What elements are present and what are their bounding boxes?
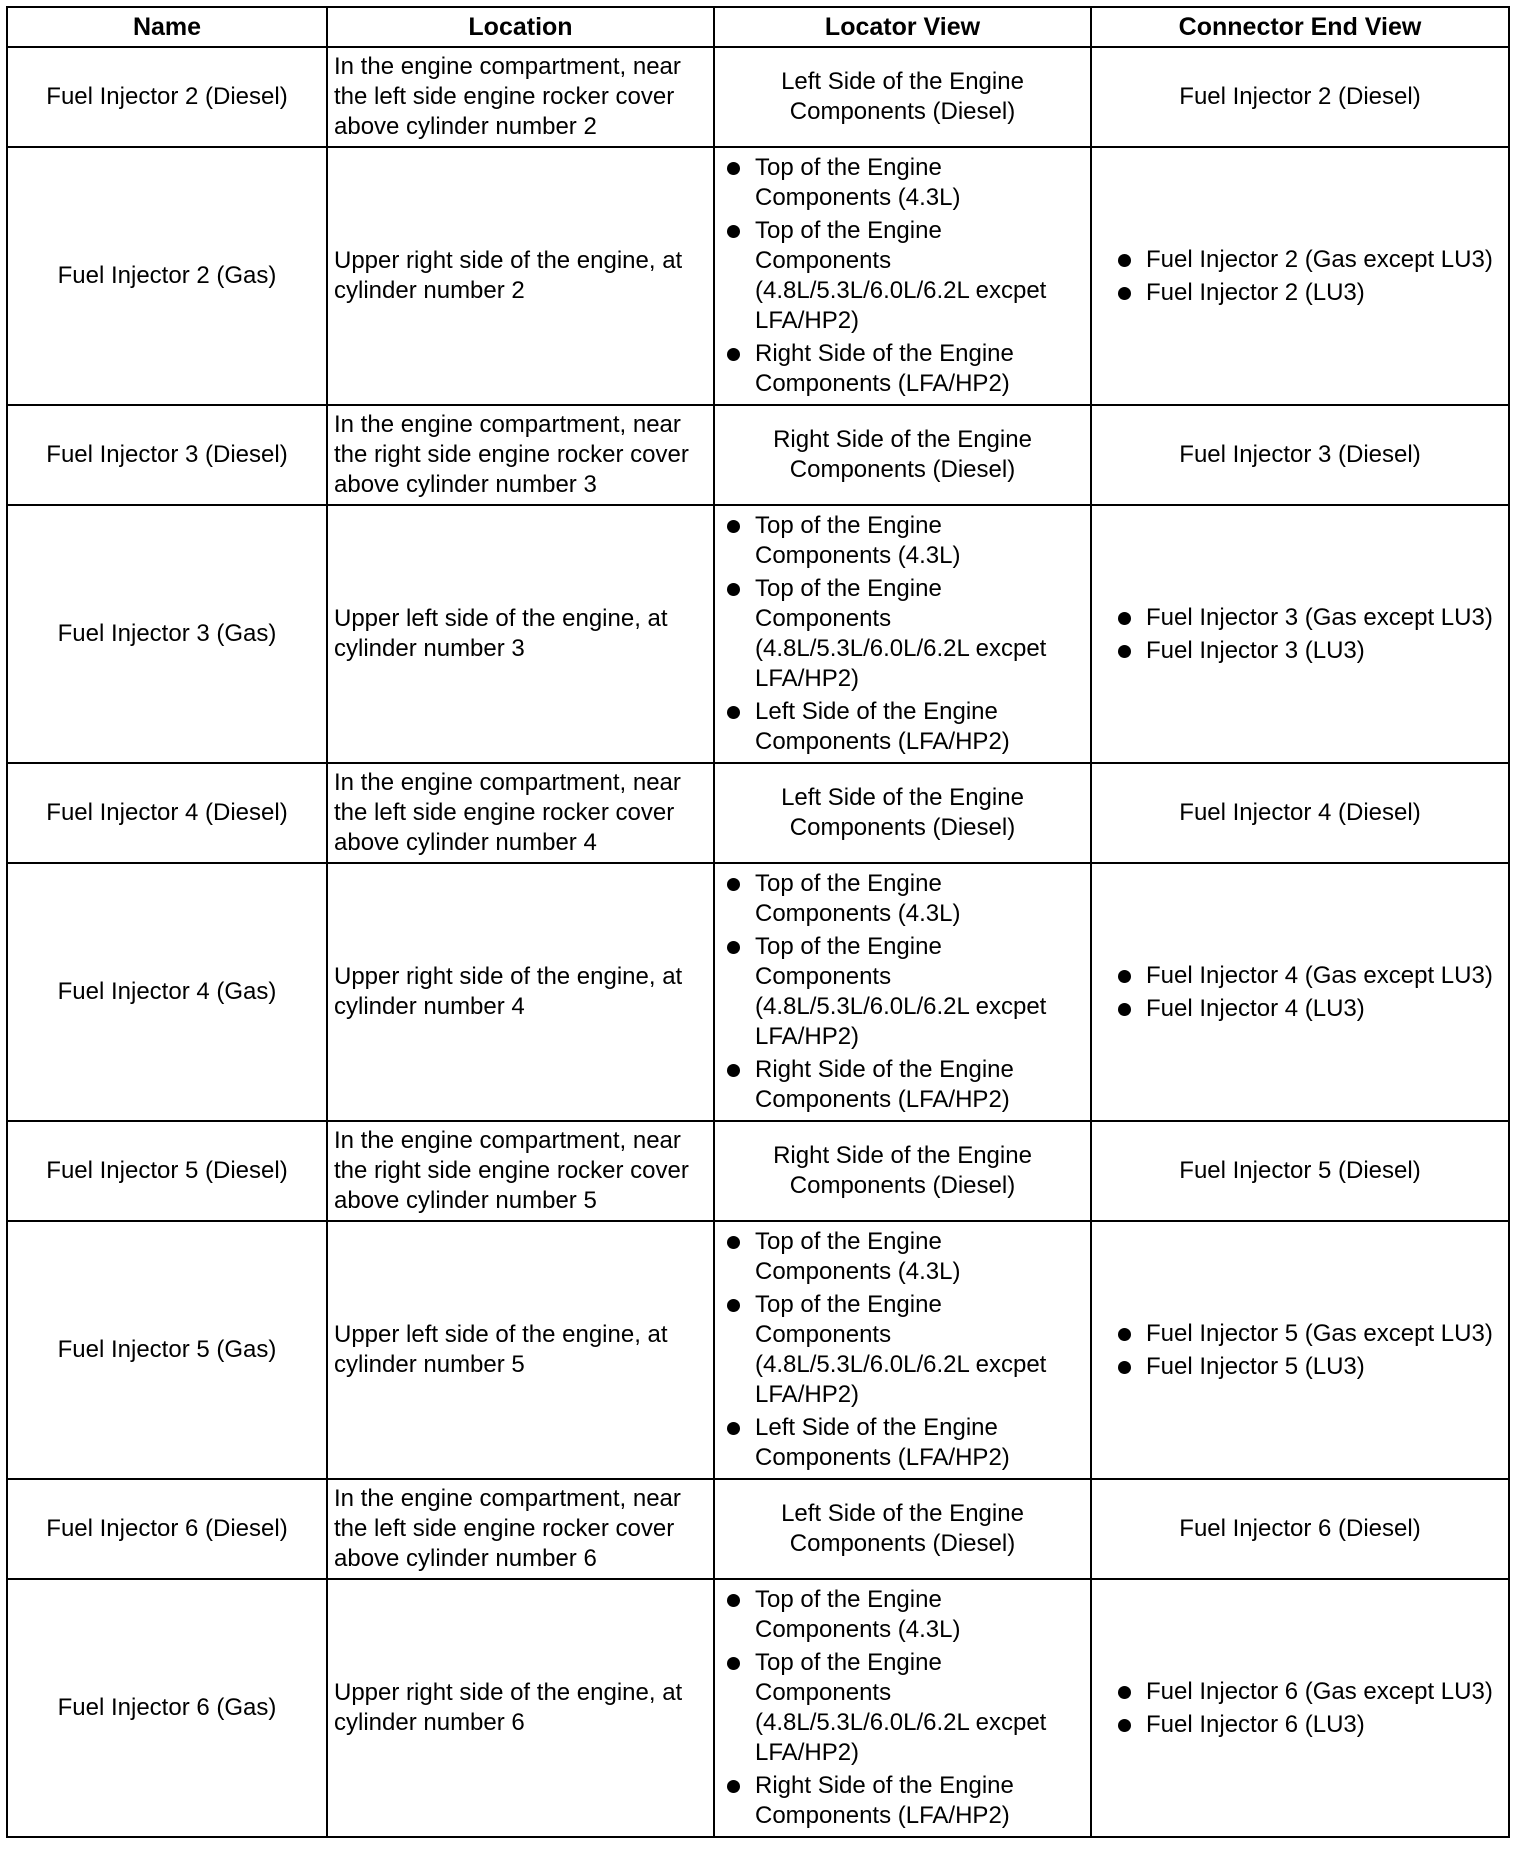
list-item: Right Side of the Engine Components (LFA/HP2)	[721, 1055, 1084, 1115]
connector-view-list	[1098, 245, 1502, 308]
table-row	[7, 1479, 1509, 1579]
cell-connector-end-view: Fuel Injector 6 (Diesel)	[1091, 1479, 1509, 1579]
list-item: Top of the Engine Components (4.8L/5.3L/6.0L/6.2L excpet LFA/HP2)	[721, 216, 1084, 336]
cell-connector-end-view: Fuel Injector 4 (Diesel)	[1091, 763, 1509, 863]
cell-name: Fuel Injector 4 (Diesel)	[7, 763, 327, 863]
column-header-locator-view: Locator View	[714, 7, 1091, 47]
list-item: Left Side of the Engine Components (LFA/HP2)	[721, 697, 1084, 757]
locator-view-list	[721, 1227, 1084, 1473]
locator-view-list	[721, 511, 1084, 757]
list-item: Top of the Engine Components (4.3L)	[721, 869, 1084, 929]
connector-view-list	[1098, 603, 1502, 666]
cell-name: Fuel Injector 6 (Gas)	[7, 1579, 327, 1837]
cell-location: In the engine compartment, near the right side engine rocker cover above cylinder number 3	[327, 405, 714, 505]
cell-location: In the engine compartment, near the left side engine rocker cover above cylinder number 6	[327, 1479, 714, 1579]
cell-name: Fuel Injector 5 (Diesel)	[7, 1121, 327, 1221]
cell-connector-end-view	[1091, 863, 1509, 1121]
cell-connector-end-view	[1091, 1221, 1509, 1479]
table-row	[7, 405, 1509, 505]
list-item: Top of the Engine Components (4.3L)	[721, 1227, 1084, 1287]
column-header-connector-end-view: Connector End View	[1091, 7, 1509, 47]
locator-view-list	[721, 153, 1084, 399]
cell-connector-end-view	[1091, 1579, 1509, 1837]
connector-view-list	[1098, 1677, 1502, 1740]
list-item: Top of the Engine Components (4.3L)	[721, 153, 1084, 213]
cell-locator-view	[714, 147, 1091, 405]
list-item: Fuel Injector 5 (LU3)	[1098, 1352, 1502, 1382]
locator-view-list	[721, 1585, 1084, 1831]
cell-locator-view: Right Side of the Engine Components (Diesel)	[714, 405, 1091, 505]
table-row	[7, 505, 1509, 763]
cell-name: Fuel Injector 2 (Diesel)	[7, 47, 327, 147]
list-item: Fuel Injector 6 (LU3)	[1098, 1710, 1502, 1740]
table-row	[7, 147, 1509, 405]
list-item: Fuel Injector 4 (Gas except LU3)	[1098, 961, 1502, 991]
cell-locator-view	[714, 1579, 1091, 1837]
list-item: Top of the Engine Components (4.3L)	[721, 1585, 1084, 1645]
cell-locator-view	[714, 863, 1091, 1121]
cell-location: Upper right side of the engine, at cylinder number 4	[327, 863, 714, 1121]
cell-locator-view: Left Side of the Engine Components (Diesel)	[714, 47, 1091, 147]
list-item: Fuel Injector 2 (Gas except LU3)	[1098, 245, 1502, 275]
list-item: Left Side of the Engine Components (LFA/HP2)	[721, 1413, 1084, 1473]
cell-location: In the engine compartment, near the right side engine rocker cover above cylinder number 5	[327, 1121, 714, 1221]
cell-name: Fuel Injector 2 (Gas)	[7, 147, 327, 405]
cell-location: Upper left side of the engine, at cylinder number 5	[327, 1221, 714, 1479]
connector-view-list	[1098, 1319, 1502, 1382]
connector-view-list	[1098, 961, 1502, 1024]
list-item: Fuel Injector 4 (LU3)	[1098, 994, 1502, 1024]
cell-locator-view: Right Side of the Engine Components (Diesel)	[714, 1121, 1091, 1221]
table-row	[7, 1221, 1509, 1479]
table-row	[7, 1121, 1509, 1221]
locator-view-list	[721, 869, 1084, 1115]
document-page	[6, 6, 1508, 1850]
cell-connector-end-view	[1091, 505, 1509, 763]
list-item: Fuel Injector 3 (LU3)	[1098, 636, 1502, 666]
list-item: Fuel Injector 5 (Gas except LU3)	[1098, 1319, 1502, 1349]
header-row	[7, 7, 1509, 47]
cell-location: In the engine compartment, near the left side engine rocker cover above cylinder number 2	[327, 47, 714, 147]
list-item: Top of the Engine Components (4.8L/5.3L/6.0L/6.2L excpet LFA/HP2)	[721, 1290, 1084, 1410]
cell-connector-end-view: Fuel Injector 5 (Diesel)	[1091, 1121, 1509, 1221]
cell-locator-view: Left Side of the Engine Components (Diesel)	[714, 763, 1091, 863]
list-item: Fuel Injector 6 (Gas except LU3)	[1098, 1677, 1502, 1707]
list-item: Top of the Engine Components (4.8L/5.3L/6.0L/6.2L excpet LFA/HP2)	[721, 1648, 1084, 1768]
list-item: Fuel Injector 2 (LU3)	[1098, 278, 1502, 308]
cell-location: In the engine compartment, near the left side engine rocker cover above cylinder number 4	[327, 763, 714, 863]
cell-connector-end-view	[1091, 147, 1509, 405]
component-locator-table	[6, 6, 1510, 1838]
column-header-name: Name	[7, 7, 327, 47]
cell-location: Upper right side of the engine, at cylinder number 6	[327, 1579, 714, 1837]
cell-name: Fuel Injector 3 (Diesel)	[7, 405, 327, 505]
table-row	[7, 863, 1509, 1121]
cell-connector-end-view: Fuel Injector 3 (Diesel)	[1091, 405, 1509, 505]
cell-location: Upper left side of the engine, at cylinder number 3	[327, 505, 714, 763]
cell-name: Fuel Injector 5 (Gas)	[7, 1221, 327, 1479]
list-item: Right Side of the Engine Components (LFA/HP2)	[721, 1771, 1084, 1831]
list-item: Top of the Engine Components (4.3L)	[721, 511, 1084, 571]
cell-name: Fuel Injector 6 (Diesel)	[7, 1479, 327, 1579]
table-row	[7, 763, 1509, 863]
list-item: Top of the Engine Components (4.8L/5.3L/6.0L/6.2L excpet LFA/HP2)	[721, 574, 1084, 694]
list-item: Top of the Engine Components (4.8L/5.3L/6.0L/6.2L excpet LFA/HP2)	[721, 932, 1084, 1052]
table-row	[7, 1579, 1509, 1837]
cell-locator-view	[714, 1221, 1091, 1479]
cell-locator-view	[714, 505, 1091, 763]
cell-locator-view: Left Side of the Engine Components (Diesel)	[714, 1479, 1091, 1579]
cell-connector-end-view: Fuel Injector 2 (Diesel)	[1091, 47, 1509, 147]
list-item: Right Side of the Engine Components (LFA/HP2)	[721, 339, 1084, 399]
cell-location: Upper right side of the engine, at cylinder number 2	[327, 147, 714, 405]
table-row	[7, 47, 1509, 147]
column-header-location: Location	[327, 7, 714, 47]
cell-name: Fuel Injector 3 (Gas)	[7, 505, 327, 763]
list-item: Fuel Injector 3 (Gas except LU3)	[1098, 603, 1502, 633]
cell-name: Fuel Injector 4 (Gas)	[7, 863, 327, 1121]
